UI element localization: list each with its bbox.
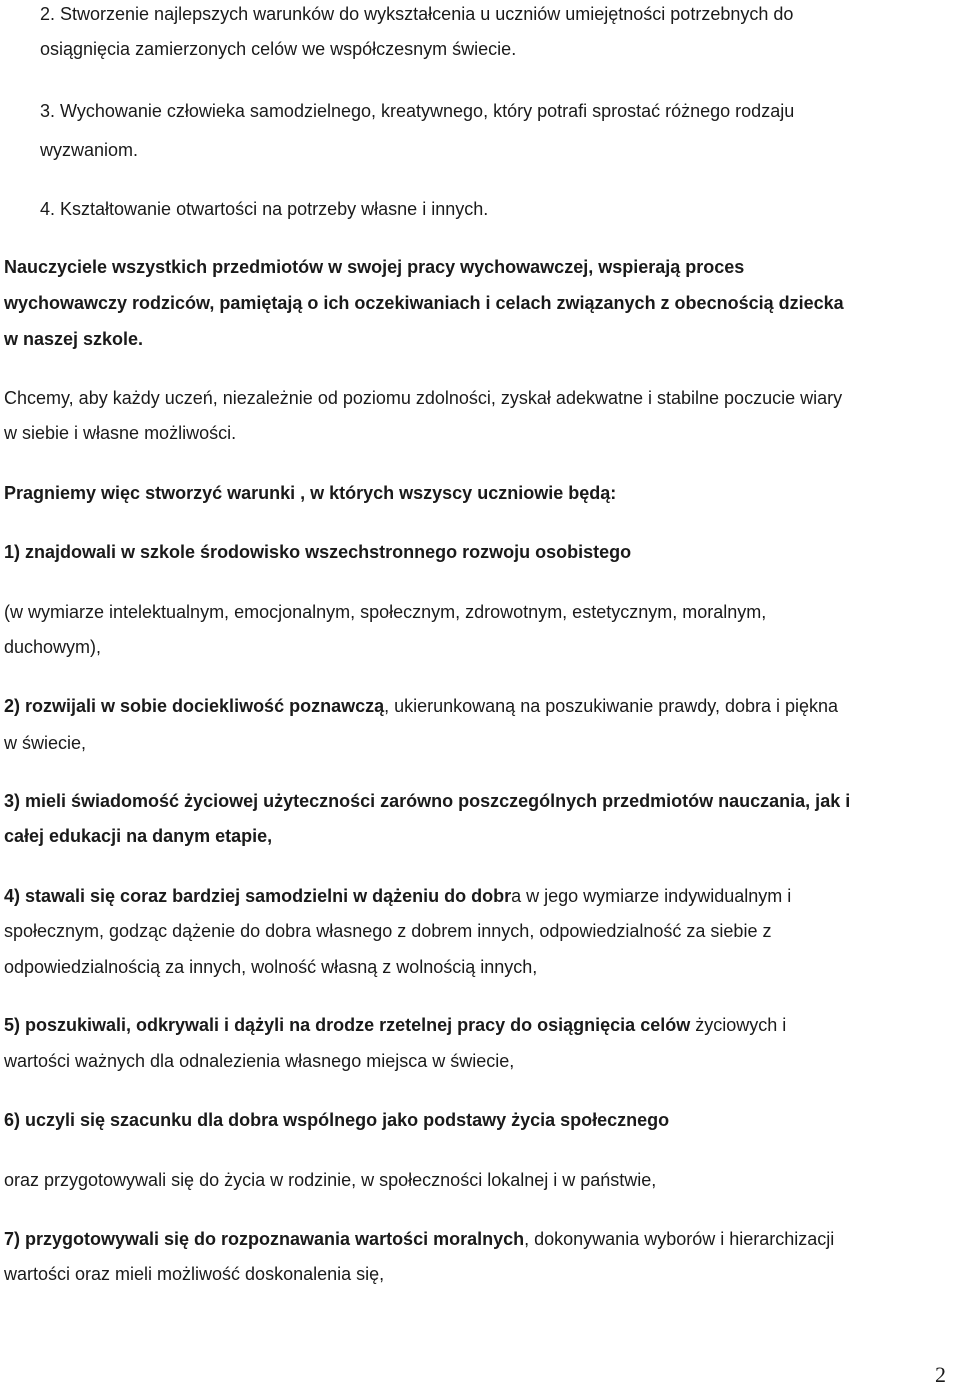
point-4-line1 [4,884,791,908]
list-item-3-line1: 3. Wychowanie człowieka samodzielnego, kreatywnego, który potrafi sprostać różnego rodzaju [40,101,795,121]
point-7-line2: wartości oraz mieli możliwość doskonalenia się, [4,1264,385,1284]
point-6: 6) uczyli się szacunku dla dobra wspólnego jako podstawy życia społecznego [4,1110,670,1130]
list-item-2-line1: 2. Stworzenie najlepszych warunków do wykształcenia u uczniów umiejętności potrzebnych do [40,4,794,24]
point-5-line2: wartości ważnych dla odnalezienia własnego miejsca w świecie, [4,1051,515,1071]
student-paragraph-line1: Chcemy, aby każdy uczeń, niezależnie od poziomu zdolności, zyskał adekwatne i stabilne poczucie wiary [4,388,843,408]
point-5-bold: 5) poszukiwali, odkrywali i dążyli na drodze rzetelnej pracy do osiągnięcia celów [4,1015,691,1035]
list-item-3-line2: wyzwaniom. [40,140,139,160]
point-4-line3: odpowiedzialnością za innych, wolność własną z wolnością innych, [4,957,538,977]
teachers-paragraph-line2: wychowawczy rodziców, pamiętają o ich oczekiwaniach i celach związanych z obecnością dziecka [4,293,844,313]
intro-heading: Pragniemy więc stworzyć warunki , w których wszyscy uczniowie będą: [4,483,617,503]
point-2-bold: 2) rozwijali w sobie dociekliwość poznawczą [4,696,385,716]
point-3-line2: całej edukacji na danym etapie, [4,826,273,846]
point-7-rest: , dokonywania wyborów i hierarchizacji [524,1229,835,1249]
point-4-rest: a w jego wymiarze indywidualnym i [511,886,792,906]
point-3-line1: 3) mieli świadomość życiowej użyteczności zarówno poszczególnych przedmiotów nauczania, jak i [4,791,851,811]
teachers-paragraph-line3: w naszej szkole. [4,329,144,349]
list-item-2-line2: osiągnięcia zamierzonych celów we współczesnym świecie. [40,39,517,59]
student-paragraph-line2: w siebie i własne możliwości. [4,423,237,443]
point-4-bold: 4) stawali się coraz bardziej samodzielni w dążeniu do dobr [4,886,512,906]
page-number: 2 [935,1362,946,1387]
point-2-rest: , ukierunkowaną na poszukiwanie prawdy, dobra i piękna [384,696,839,716]
point-7-bold: 7) przygotowywali się do rozpoznawania wartości moralnych [4,1229,525,1249]
point-5-line1 [4,1013,786,1037]
teachers-paragraph-line1: Nauczyciele wszystkich przedmiotów w swojej pracy wychowawczej, wspierają proces [4,257,745,277]
point-5-rest: życiowych i [690,1015,787,1035]
point-1: 1) znajdowali w szkole środowisko wszechstronnego rozwoju osobistego [4,542,632,562]
point-1-detail-line1: (w wymiarze intelektualnym, emocjonalnym, społecznym, zdrowotnym, estetycznym, moralnym, [4,602,767,622]
point-1-detail-line2: duchowym), [4,637,102,657]
point-2-line2: w świecie, [4,733,87,753]
point-4-line2: społecznym, godząc dążenie do dobra własnego z dobrem innych, odpowiedzialność za siebie z [4,921,772,941]
list-item-4: 4. Kształtowanie otwartości na potrzeby własne i innych. [40,199,489,219]
point-7-line1 [4,1227,834,1251]
point-6-line2: oraz przygotowywali się do życia w rodzinie, w społeczności lokalnej i w państwie, [4,1170,657,1190]
point-2-line1 [4,694,838,718]
